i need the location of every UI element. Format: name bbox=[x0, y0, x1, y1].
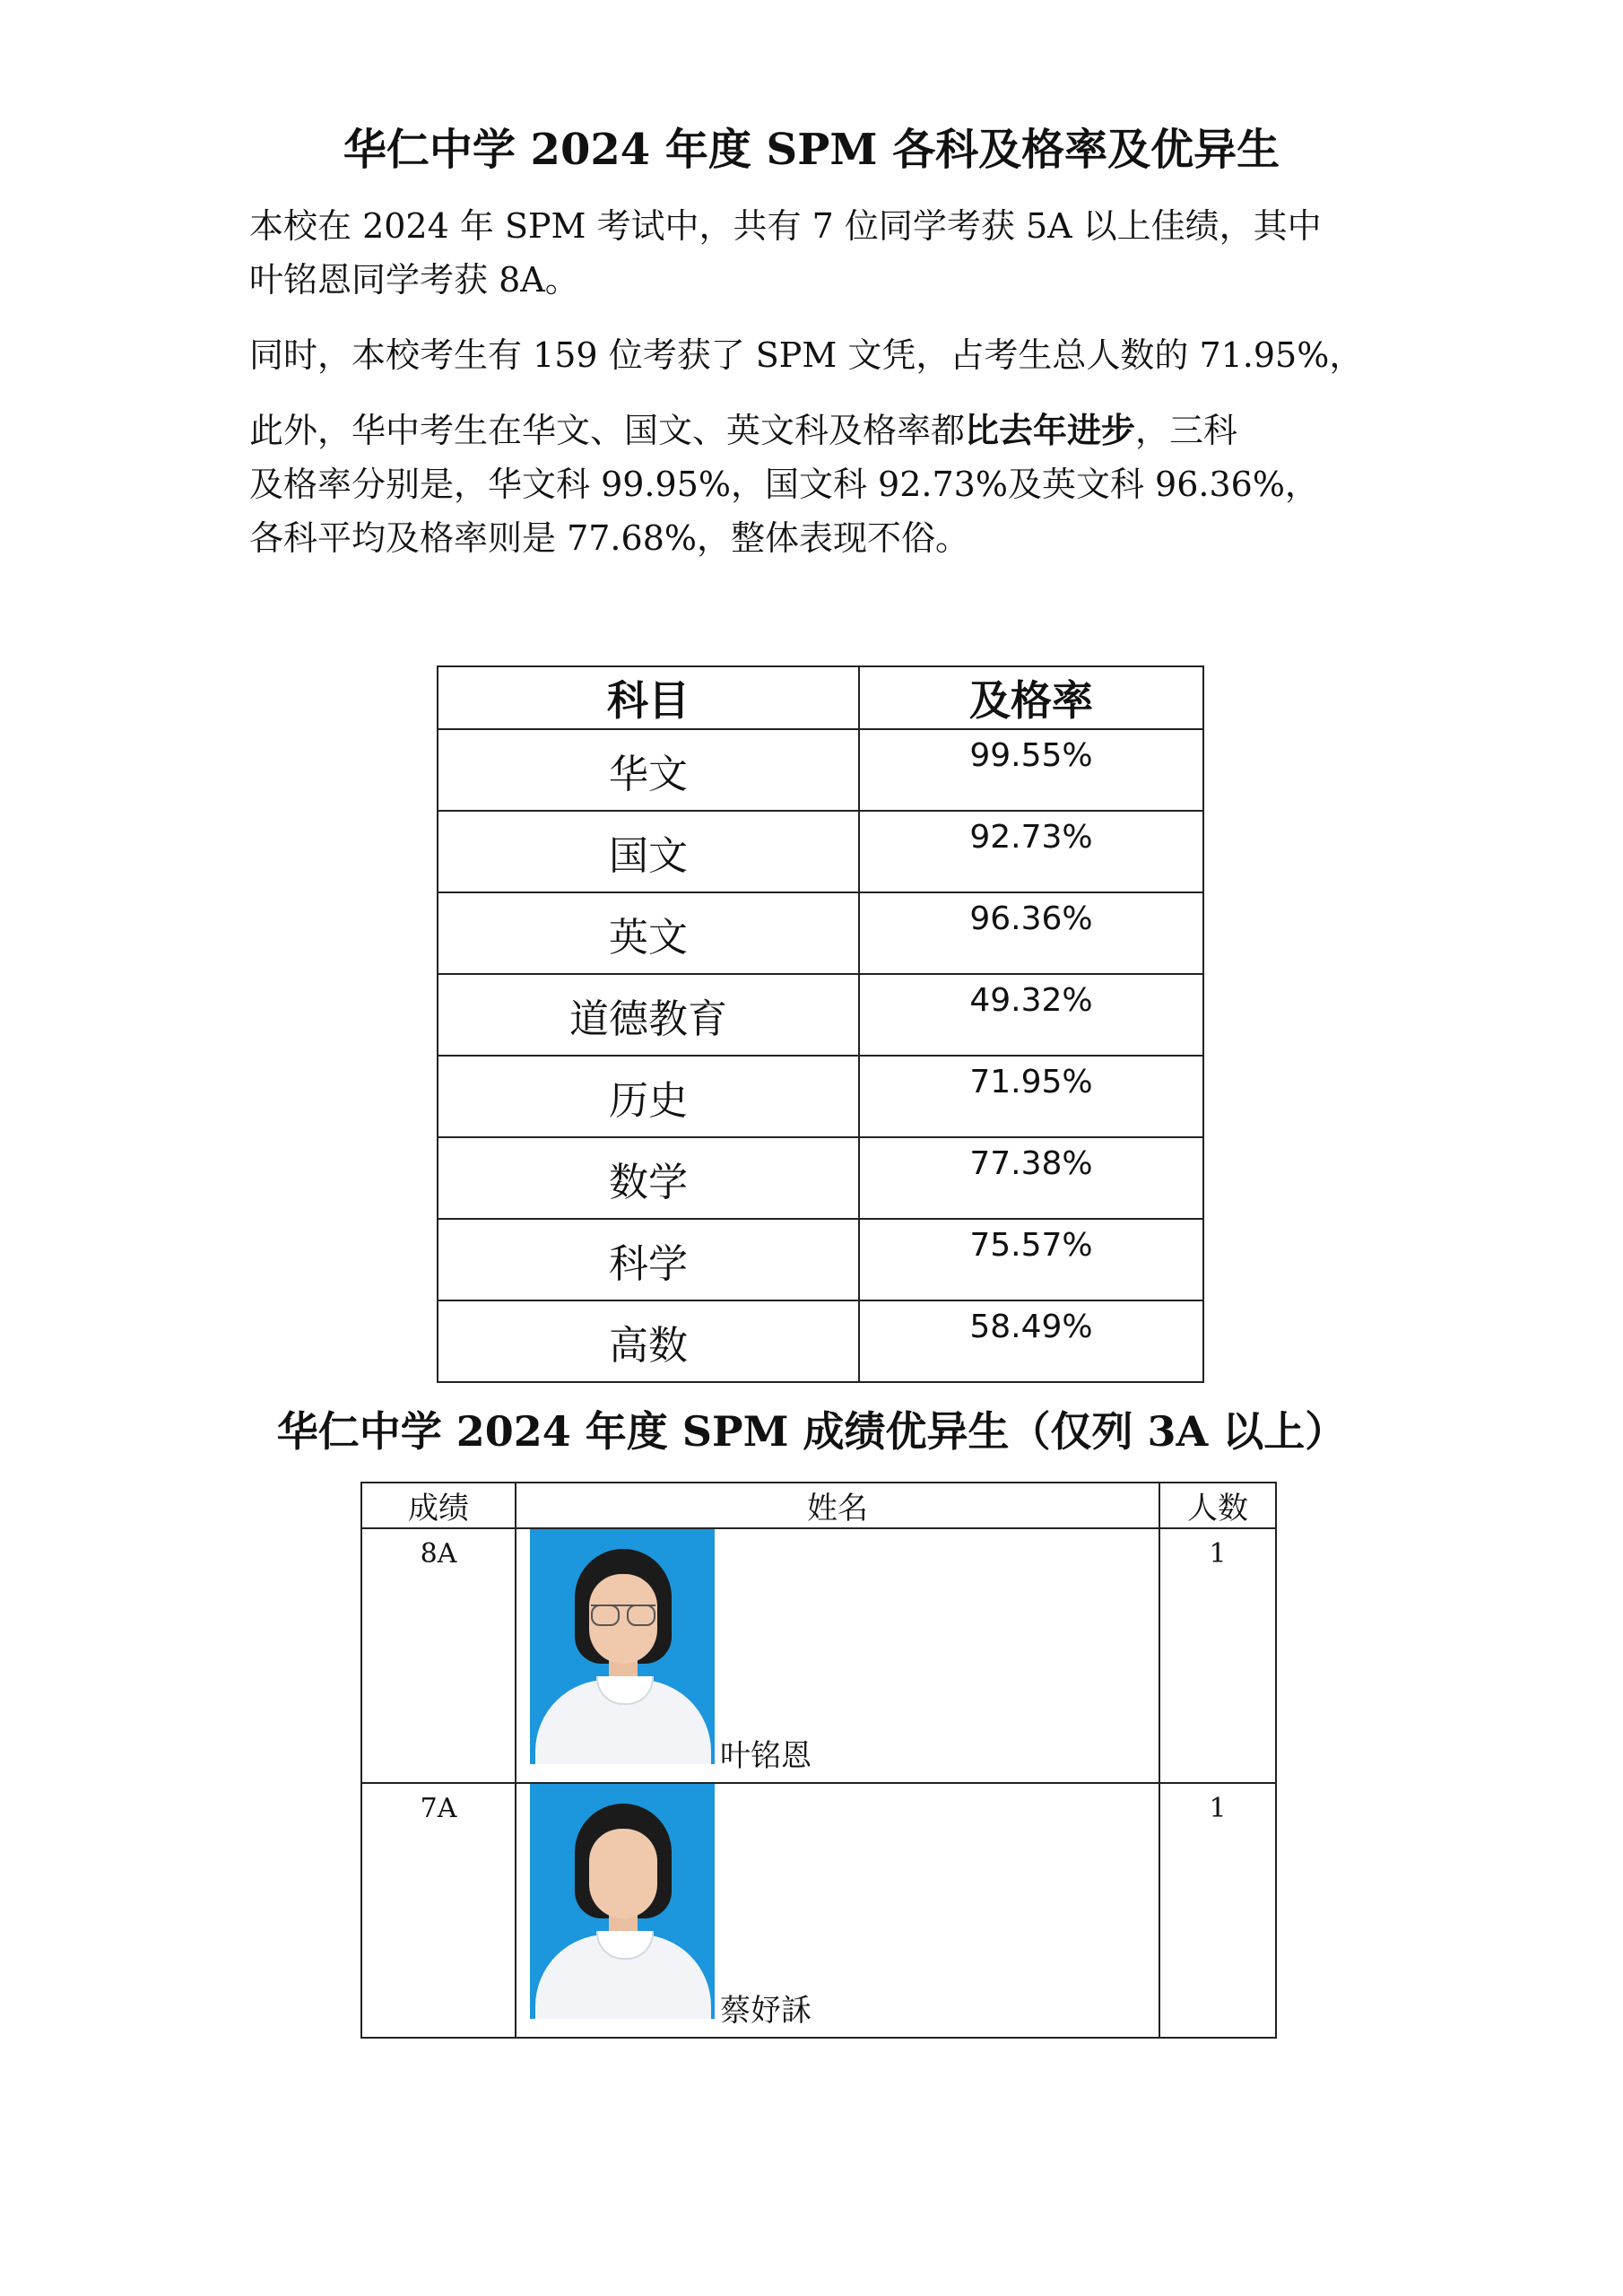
rate-cell: 75.57% bbox=[859, 1219, 1203, 1300]
grade-header: 成绩 bbox=[361, 1483, 516, 1528]
name-cell bbox=[516, 1528, 1159, 1783]
table-row bbox=[438, 1137, 1203, 1219]
honors-table bbox=[360, 1482, 1277, 2039]
subject-cell: 英文 bbox=[438, 892, 859, 974]
count-header: 人数 bbox=[1159, 1483, 1276, 1528]
subject-cell: 数学 bbox=[438, 1137, 859, 1219]
pass-rate-table bbox=[437, 665, 1204, 1383]
subject-cell: 历史 bbox=[438, 1056, 859, 1137]
rate-cell: 71.95% bbox=[859, 1056, 1203, 1137]
rate-cell: 58.49% bbox=[859, 1300, 1203, 1382]
pass-rate-text-2: ，三科 及格率分别是，华文科 99.95%，国文科 92.73%及英文科 96.36%， 各科平均及格率则是 77.68%，整体表现不俗。 bbox=[249, 411, 1319, 558]
table-row bbox=[438, 974, 1203, 1056]
rate-cell: 92.73% bbox=[859, 811, 1203, 892]
student-name: 叶铭恩 bbox=[720, 1738, 812, 1774]
glasses-icon bbox=[591, 1605, 655, 1626]
rate-cell: 96.36% bbox=[859, 892, 1203, 974]
student-photo bbox=[530, 1784, 715, 2019]
table-row bbox=[361, 1783, 1276, 2038]
honors-header-row bbox=[361, 1483, 1276, 1528]
improvement-emphasis: 比去年进步 bbox=[965, 411, 1136, 450]
diploma-paragraph: 同时，本校考生有 159 位考获了 SPM 文凭，占考生总人数的 71.95%， bbox=[249, 335, 1364, 375]
intro-paragraph: 本校在 2024 年 SPM 考试中，共有 7 位同学考获 5A 以上佳绩，其中 叶铭恩同学考获 8A。 bbox=[249, 206, 1322, 300]
subject-cell: 高数 bbox=[438, 1300, 859, 1382]
student-name: 蔡妤訸 bbox=[720, 1993, 812, 2029]
rate-cell: 77.38% bbox=[859, 1137, 1203, 1219]
subject-cell: 科学 bbox=[438, 1219, 859, 1300]
rate-cell: 99.55% bbox=[859, 729, 1203, 811]
subject-cell: 华文 bbox=[438, 729, 859, 811]
table-row bbox=[361, 1528, 1276, 1783]
student-photo bbox=[530, 1529, 715, 1764]
table-row bbox=[438, 811, 1203, 892]
subject-cell: 国文 bbox=[438, 811, 859, 892]
grade-cell: 8A bbox=[361, 1528, 516, 1783]
honors-title: 华仁中学 2024 年度 SPM 成绩优异生（仅列 3A 以上） bbox=[276, 1407, 1347, 1456]
rate-header: 及格率 bbox=[859, 666, 1203, 729]
name-header: 姓名 bbox=[516, 1483, 1159, 1528]
pass-rate-header-row bbox=[438, 666, 1203, 729]
document-title: 华仁中学 2024 年度 SPM 各科及格率及优异生 bbox=[343, 125, 1280, 175]
table-row bbox=[438, 1056, 1203, 1137]
table-row bbox=[438, 1219, 1203, 1300]
pass-rate-text-1: 此外，华中考生在华文、国文、英文科及格率都 bbox=[249, 411, 966, 450]
rate-cell: 49.32% bbox=[859, 974, 1203, 1056]
name-cell bbox=[516, 1783, 1159, 2038]
count-cell: 1 bbox=[1159, 1528, 1276, 1783]
subject-header: 科目 bbox=[438, 666, 859, 729]
count-cell: 1 bbox=[1159, 1783, 1276, 2038]
grade-cell: 7A bbox=[361, 1783, 516, 2038]
pass-rate-paragraph bbox=[249, 404, 1415, 565]
table-row bbox=[438, 892, 1203, 974]
table-row bbox=[438, 1300, 1203, 1382]
table-row bbox=[438, 729, 1203, 811]
subject-cell: 道德教育 bbox=[438, 974, 859, 1056]
